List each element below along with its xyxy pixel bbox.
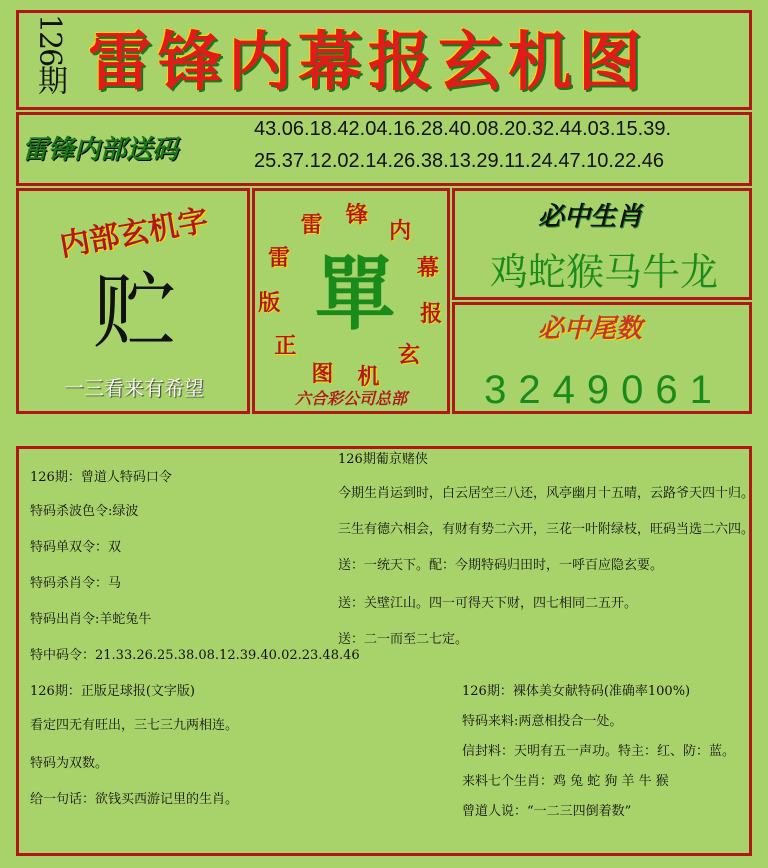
ring-char: 内 <box>389 219 412 245</box>
tail-title: 必中尾数 <box>537 314 642 344</box>
ring-char: 锋 <box>345 203 368 229</box>
text-line: 信封料：天明有五一声功。特主：红、防：蓝。 <box>462 744 736 759</box>
text-line: 来料七个生肖：鸡 兔 蛇 狗 羊 牛 猴 <box>462 774 669 789</box>
secret-slogan: 一三看来有希望 <box>64 376 204 400</box>
text-line: 126期：裸体美女献特码(准确率100%) <box>462 684 691 699</box>
issue-number: 126期 <box>32 14 67 94</box>
text-line: 126期：正版足球报(文字版) <box>30 684 195 699</box>
text-line: 126期葡京赌侠 <box>338 452 428 467</box>
text-line: 特码来料:两意相投合一处。 <box>462 714 623 729</box>
numbers-label: 雷锋内部送码 <box>22 135 179 165</box>
numbers-line-2: 25.37.12.02.14.26.38.13.29.11.24.47.10.22.46 <box>254 150 664 172</box>
text-line: 126期：曾道人特码口令 <box>30 470 172 485</box>
text-line: 送：关壁江山。四一可得天下财，四七相同二五开。 <box>338 596 638 611</box>
secret-char-title: 内部玄机字 <box>57 203 211 264</box>
text-line: 特码单双令：双 <box>30 540 122 555</box>
ring-char: 机 <box>357 365 380 391</box>
ring-char: 幕 <box>416 256 439 282</box>
text-line: 特码杀肖令：马 <box>30 576 122 591</box>
ring-char: 雷 <box>300 213 323 239</box>
page-title: 雷锋内幕报玄机图 <box>88 26 648 100</box>
ring-char: 玄 <box>397 342 420 368</box>
company-footer: 六合彩公司总部 <box>294 389 407 408</box>
text-line: 特码出肖令:羊蛇兔牛 <box>30 612 152 627</box>
zodiac-title: 必中生肖 <box>537 202 642 232</box>
text-line: 特码杀波色令:绿波 <box>30 504 139 519</box>
ring-char: 雷 <box>268 245 291 271</box>
text-line: 特中码令：21.33.26.25.38.08.12.39.40.02.23.48.46 <box>30 648 360 663</box>
ring-char: 图 <box>311 361 334 387</box>
text-line: 特码为双数。 <box>30 756 109 771</box>
ring-char: 报 <box>420 302 443 328</box>
text-line: 三生有德六相会，有财有势二六开，三花一叶附绿枝，旺码当选二六四。 <box>338 522 755 537</box>
ring-char: 正 <box>274 334 297 360</box>
tail-values: 3249061 <box>484 368 724 412</box>
text-line: 今期生肖运到时，白云居空三八还，风亭幽月十五晴，云路爷天四十归。 <box>338 486 755 501</box>
text-line: 给一句话：欲钱买西游记里的生肖。 <box>30 792 239 807</box>
zodiac-values: 鸡蛇猴马牛龙 <box>489 250 718 294</box>
secret-char: 贮 <box>92 263 177 361</box>
ring-char: 版 <box>258 290 281 316</box>
text-line: 送：二一而至二七定。 <box>338 632 469 647</box>
text-line: 曾道人说：“一二三四倒着数” <box>462 804 632 819</box>
text-line: 送：一统天下。配：今期特码归田时，一呼百应隐玄要。 <box>338 558 664 573</box>
numbers-line-1: 43.06.18.42.04.16.28.40.08.20.32.44.03.15.39. <box>254 118 672 140</box>
text-line: 看定四无有旺出，三七三九两相连。 <box>30 718 239 733</box>
odd-even-char: 單 <box>315 248 395 341</box>
